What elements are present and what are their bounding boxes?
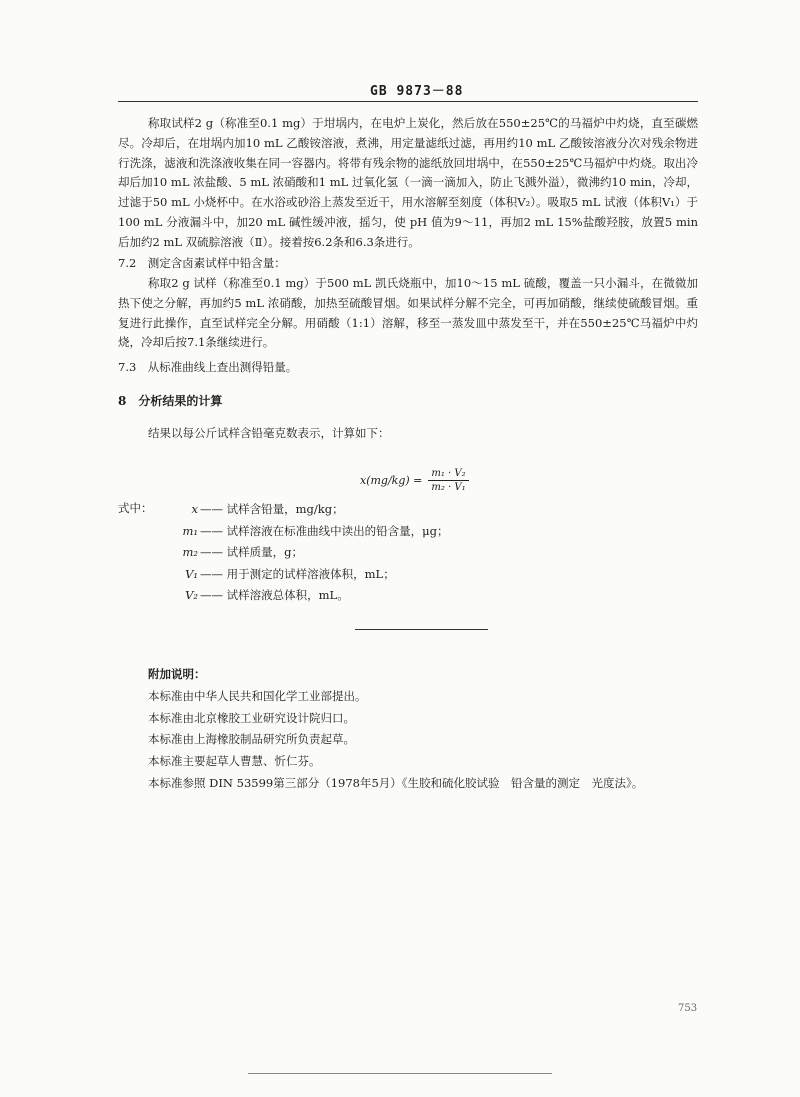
formula-denominator: m₂ · V₁ [431,482,466,493]
definition-row [158,542,449,564]
footer-rule [248,1073,552,1074]
definition-symbol: m₁ [182,523,198,538]
note-line: 本标准主要起草人曹慧、忻仁芬。 [148,754,321,769]
standard-code-header: GB 9873－88 [370,84,464,99]
note-line: 本标准由北京橡胶工业研究设计院归口。 [148,710,355,725]
calculation-intro: 结果以每公斤试样含铅毫克数表示，计算如下： [148,426,390,440]
end-of-text-rule [355,629,488,630]
formula-numerator: m₁ · V₂ [428,468,468,481]
formula-fraction [428,468,468,493]
section-7-2-title: 7.2 测定含卤素试样中铅含量： [118,256,286,270]
note-line: 本标准由中华人民共和国化学工业部提出。 [148,688,367,703]
notes-title: 附加说明： [148,667,206,681]
procedure-paragraph-7-2: 称取2 g 试样（称准至0.1 mg）于500 mL 凯氏烧瓶中，加10～15 mL 硫酸，覆盖一只小漏斗，在微微加热下使之分解，再加约5 mL 浓硝酸，加热至硫酸冒烟。如果试样分解不完全，可再加硝酸，继续使硫酸冒烟。重复进行此操作，直至试样完全分解。用硝酸（1:1）溶解，移至一蒸发皿中蒸发至干，并在550±25℃马福炉中灼烧，冷却后按7.1条继续进行。 [118,276,698,350]
where-label: 式中： [118,501,153,515]
section-7-3: 7.3 从标准曲线上查出测得铅量。 [118,360,298,374]
procedure-paragraph-7-1: 称取试样2 g（称准至0.1 mg）于坩埚内，在电炉上炭化，然后放在550±25℃的马福炉中灼烧，直至碳燃尽。冷却后，在坩埚内加10 mL 乙酸铵溶液，煮沸，用定量滤纸过滤，再用约10 mL 乙酸铵溶液分次对残余物进行洗涤，滤液和洗涤液收集在同一容器内。将带有残余物的滤纸放回坩埚中，在550±25℃马福炉中灼烧。取出冷却后加10 mL 浓盐酸、5 mL 浓硝酸和1 mL 过氧化氢（一滴一滴加入，防止飞溅外溢），微沸约10 min，冷却，过滤于50 mL 小烧杯中。在水浴或砂浴上蒸发至近干，用水溶解至刻度（体积V₂）。吸取5 mL 试液（体积V₁）于100 mL 分液漏斗中，加20 mL 碱性缓冲液，摇匀，使 pH 值为9～11，再加2 mL 15%盐酸羟胺，放置5 min 后加约2 mL 双硫腙溶液（Ⅱ）。接着按6.2条和6.3条进行。 [118,116,698,249]
definition-symbol: m₂ [182,545,198,559]
definition-row [158,521,449,543]
definition-row [158,585,449,607]
additional-notes [148,664,643,795]
definition-text: —— 试样含铅量，mg/kg； [200,502,344,516]
definition-row [158,499,449,521]
definition-symbol: V₂ [185,588,198,602]
definition-symbol: x [191,502,198,516]
formula-lhs: x(mg/kg) = [360,474,423,487]
page-number: 753 [678,1003,698,1014]
section-8-title: 8 分析结果的计算 [118,394,223,408]
header-rule [118,101,698,102]
note-line: 本标准参照 DIN 53599第三部分（1978年5月）《生胶和硫化胶试验 铅含量的测定 光度法》。 [148,775,644,790]
definition-symbol: V₁ [185,566,198,581]
note-line: 本标准由上海橡胶制品研究所负责起草。 [148,732,355,747]
definition-text: —— 试样质量，g； [200,545,304,559]
definition-text: —— 试样溶液在标准曲线中读出的铅含量，μg； [200,523,449,538]
definition-text: —— 试样溶液总体积，mL。 [200,588,349,602]
variable-definitions [158,499,449,607]
lead-content-formula [360,468,469,493]
definition-row [158,564,449,586]
definition-text: —— 用于测定的试样溶液体积，mL； [200,566,395,581]
